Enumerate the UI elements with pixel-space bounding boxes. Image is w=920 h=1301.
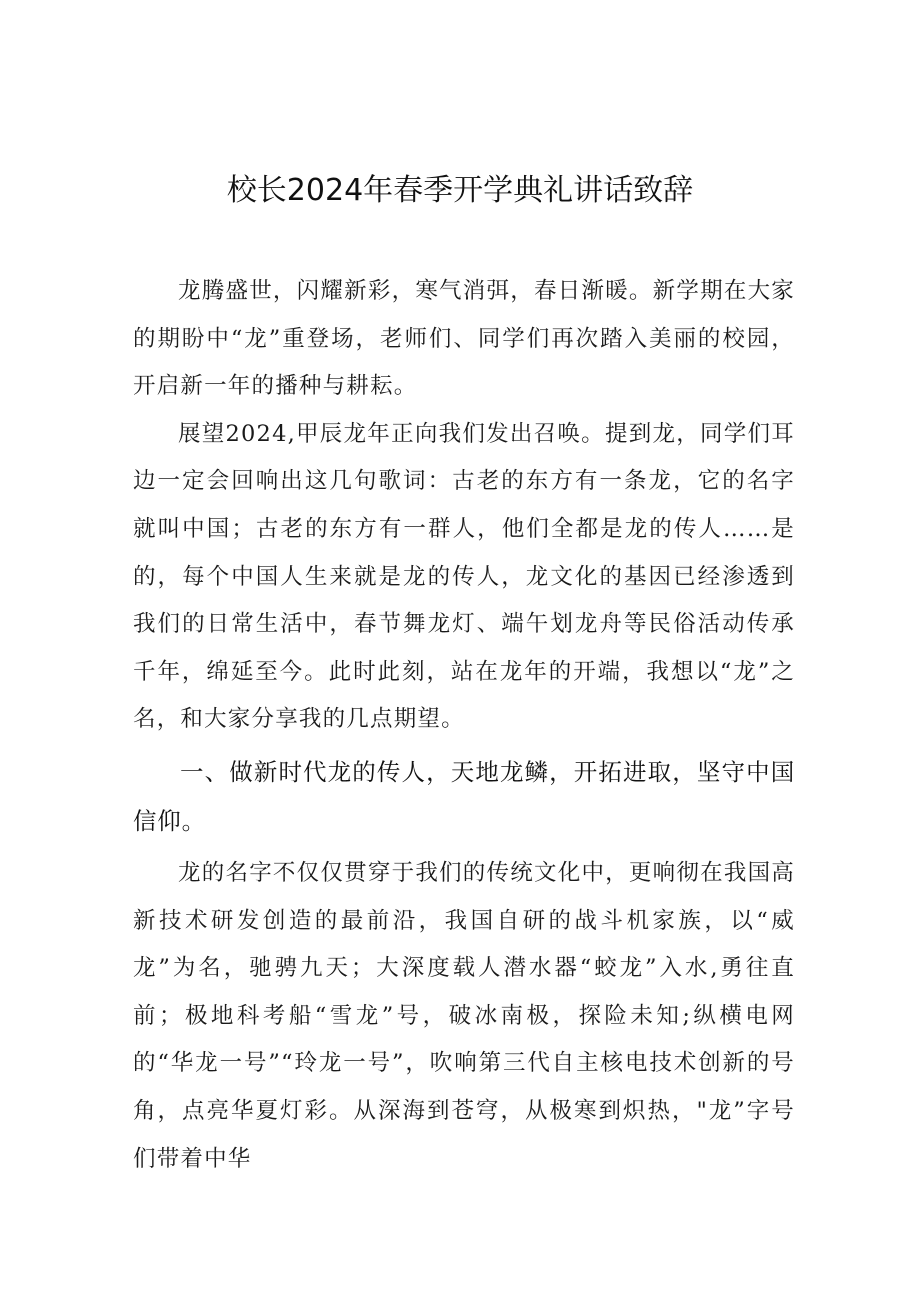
- paragraph-opening: 龙腾盛世，闪耀新彩，寒气消弭，春日渐暖。新学期在大家的期盼中“龙”重登场，老师们、同学们再次踏入美丽的校园，开启新一年的播种与耕耘。: [133, 278, 795, 400]
- paragraph-outlook: 展望2024,甲辰龙年正向我们发出召唤。提到龙，同学们耳边一定会回响出这几句歌词：古老的东方有一条龙，它的名字就叫中国；古老的东方有一群人，他们全都是龙的传人……是的，每个中国人生来就是龙的传人，龙文化的基因已经渗透到我们的日常生活中，春节舞龙灯、端午划龙舟等民俗活动传承千年，绵延至今。此时此刻，站在龙年的开端，我想以“龙”之名，和大家分享我的几点期望。: [133, 420, 795, 733]
- section-heading: 一、做新时代龙的传人，天地龙鳞，开拓进取，坚守中国信仰。: [133, 757, 795, 835]
- page-title: 校长2024年春季开学典礼讲话致辞: [226, 173, 694, 208]
- document-body: [133, 268, 795, 1183]
- paragraph-section-one: 龙的名字不仅仅贯穿于我们的传统文化中，更响彻在我国高新技术研发创造的最前沿，我国自研的战斗机家族，以“威龙”为名，驰骋九天；大深度载人潜水器“蛟龙”入水,勇往直前；极地科考船“雪龙”号，破冰南极，探险未知;纵横电网的“华龙一号”“玲龙一号”，吹响第三代自主核电技术创新的号角，点亮华夏灯彩。从深海到苍穹，从极寒到炽热，"龙”字号们带着中华: [133, 859, 795, 1172]
